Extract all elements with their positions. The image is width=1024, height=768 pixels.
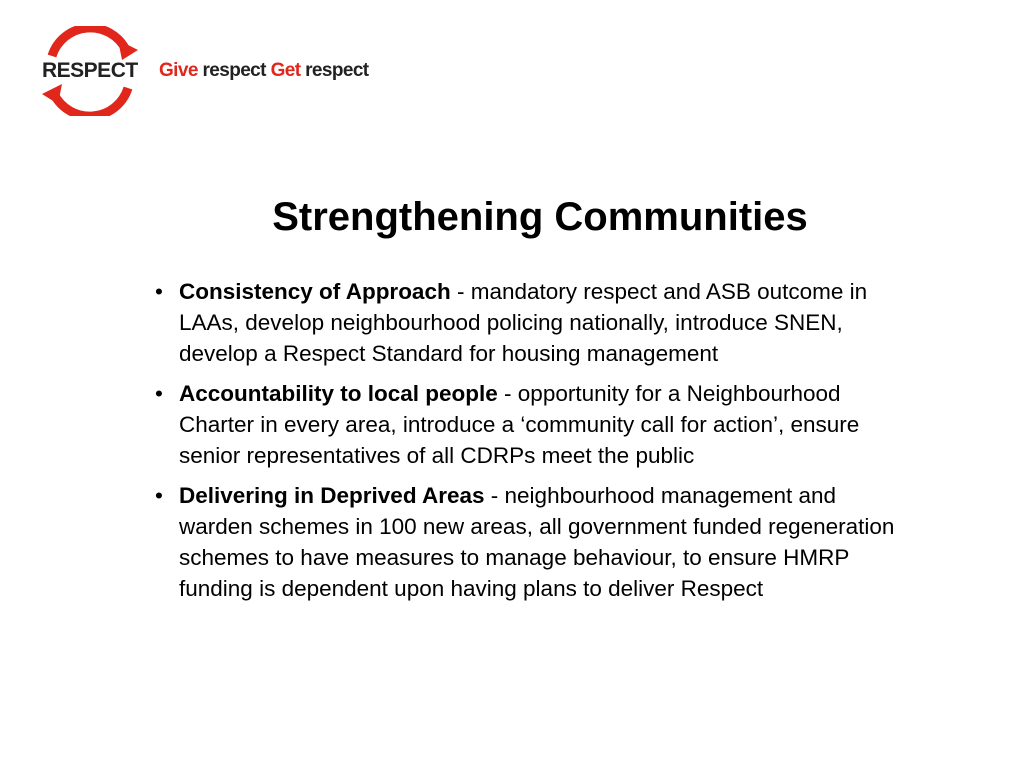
bullet-text: - opportunity for a Neighbourhood Charter in every area, introduce a ‘community call for action’, ensure senior representatives of all CDRPs meet the public bbox=[179, 381, 860, 468]
bullet-text: - neighbourhood management and warden schemes in 100 new areas, all government funded regeneration schemes to have measures to manage behaviour, to ensure HMRP funding is dependent upon having plans to deliver Respect bbox=[179, 483, 895, 601]
tagline-get: Get bbox=[270, 60, 301, 81]
bullet-consistency-of-approach bbox=[155, 276, 915, 369]
bullet-heading: Consistency of Approach bbox=[179, 279, 451, 304]
respect-logo bbox=[38, 26, 418, 116]
bullet-heading: Delivering in Deprived Areas bbox=[179, 483, 485, 508]
logo-wordmark: RESPECT bbox=[42, 59, 138, 82]
bullet-marker: • bbox=[155, 381, 163, 406]
bullet-heading: Accountability to local people bbox=[179, 381, 498, 406]
bullet-deprived-areas bbox=[155, 480, 915, 604]
tagline-give: Give bbox=[159, 60, 198, 81]
slide-title: Strengthening Communities bbox=[272, 195, 808, 239]
logo-tagline bbox=[159, 60, 369, 82]
bullet-text: - mandatory respect and ASB outcome in LAAs, develop neighbourhood policing nationally, introduce SNEN, develop a Respect Standard for housing management bbox=[179, 279, 868, 366]
bullet-marker: • bbox=[155, 483, 163, 508]
tagline-respect-1: respect bbox=[197, 60, 271, 81]
bullet-list bbox=[155, 276, 915, 613]
bullet-marker: • bbox=[155, 279, 163, 304]
tagline-respect-2: respect bbox=[300, 60, 369, 81]
bullet-accountability bbox=[155, 378, 915, 471]
